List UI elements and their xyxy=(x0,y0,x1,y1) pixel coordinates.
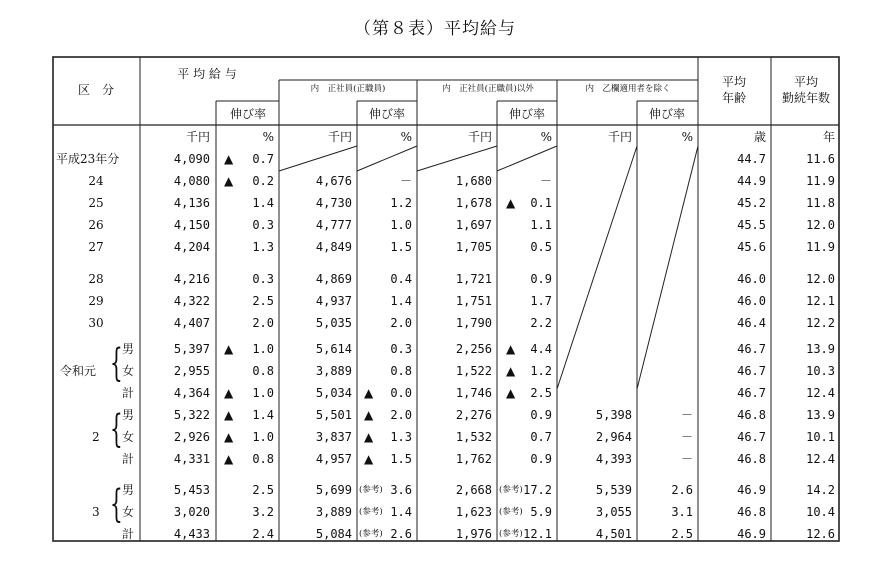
cell-growth: 0.8 xyxy=(252,364,274,378)
row-label: 計 xyxy=(122,527,135,541)
cell-regular-pay: 4,777 xyxy=(315,218,352,232)
cell-nonregular-growth: 12.1 xyxy=(523,527,552,541)
header-nobiritsu-regular: 伸び率 xyxy=(368,107,405,121)
row-label: 女 xyxy=(122,430,135,444)
cell-nonregular-pay: 1,762 xyxy=(455,452,492,466)
cell-avg-pay: 4,136 xyxy=(173,196,210,210)
cell-avg-pay: 4,080 xyxy=(173,174,210,188)
cell-regular-growth: 0.4 xyxy=(390,272,412,286)
cell-nonregular-pay: 2,668 xyxy=(455,483,492,497)
row-label: 26 xyxy=(88,218,104,232)
header-nobiritsu-nonregular: 伸び率 xyxy=(508,107,545,121)
header-kubun: 区 分 xyxy=(77,83,114,97)
cell-avg-tenure: 10.3 xyxy=(806,364,835,378)
cell-exclude-pay: 3,055 xyxy=(595,505,632,519)
cell-avg-tenure: 13.9 xyxy=(806,342,835,356)
cell-avg-age: 46.0 xyxy=(737,272,766,286)
cell-regular-growth: 1.5 xyxy=(390,452,412,466)
cell-regular-growth: 2.0 xyxy=(390,316,412,330)
cell-exclude-growth: 2.5 xyxy=(671,527,693,541)
cell-regular-growth: 2.6 xyxy=(390,527,412,541)
cell-negative-mark: ▲ xyxy=(506,196,516,210)
cell-reference-mark: (参考) xyxy=(499,529,523,539)
row-group-label: 3 xyxy=(92,505,100,519)
header-avg-age-2: 年齢 xyxy=(721,91,746,105)
row-group-brace: { xyxy=(110,405,123,451)
row-label: 25 xyxy=(88,196,104,210)
cell-avg-pay: 4,204 xyxy=(173,240,210,254)
cell-regular-pay: 4,937 xyxy=(315,294,352,308)
cell-negative-mark: ▲ xyxy=(364,386,374,400)
cell-avg-age: 45.6 xyxy=(737,240,766,254)
row-group-label: 2 xyxy=(92,430,100,444)
cell-avg-pay: 2,926 xyxy=(173,430,210,444)
cell-regular-pay: 3,889 xyxy=(315,505,352,519)
cell-regular-pay: 3,889 xyxy=(315,364,352,378)
row-label: 女 xyxy=(122,364,135,378)
cell-avg-tenure: 12.1 xyxy=(806,294,835,308)
table-border xyxy=(53,57,839,541)
cell-nonregular-growth: 0.7 xyxy=(530,430,552,444)
cell-nonregular-growth: 2.2 xyxy=(530,316,552,330)
cell-negative-mark: ▲ xyxy=(506,364,516,378)
cell-nonregular-pay: 1,678 xyxy=(455,196,492,210)
cell-avg-pay: 4,322 xyxy=(173,294,210,308)
cell-regular-pay: 5,084 xyxy=(315,527,352,541)
cell-nonregular-pay: 1,751 xyxy=(455,294,492,308)
cell-negative-mark: ▲ xyxy=(224,342,234,356)
cell-growth: 1.3 xyxy=(252,240,274,254)
cell-avg-age: 46.9 xyxy=(737,527,766,541)
row-label: 29 xyxy=(88,294,104,308)
cell-growth: 0.3 xyxy=(252,272,274,286)
cell-avg-tenure: 12.2 xyxy=(806,316,835,330)
cell-negative-mark: ▲ xyxy=(224,152,234,166)
cell-regular-growth: 1.4 xyxy=(390,294,412,308)
cell-avg-pay: 4,407 xyxy=(173,316,210,330)
cell-avg-age: 46.7 xyxy=(737,386,766,400)
cell-avg-pay: 4,331 xyxy=(173,452,210,466)
cell-negative-mark: ▲ xyxy=(224,408,234,422)
cell-regular-pay: 5,501 xyxy=(315,408,352,422)
unit-pct: % xyxy=(262,130,274,144)
cell-growth: 3.2 xyxy=(252,505,274,519)
cell-avg-pay: 5,453 xyxy=(173,483,210,497)
cell-reference-mark: (参考) xyxy=(359,485,383,495)
cell-avg-pay: 4,364 xyxy=(173,386,210,400)
cell-nonregular-pay: 1,721 xyxy=(455,272,492,286)
cell-exclude-growth: － xyxy=(680,408,693,422)
cell-regular-pay: 4,676 xyxy=(315,174,352,188)
cell-growth: 1.4 xyxy=(252,196,274,210)
cell-avg-tenure: 12.6 xyxy=(806,527,835,541)
cell-growth: 2.0 xyxy=(252,316,274,330)
cell-regular-pay: 5,035 xyxy=(315,316,352,330)
cell-nonregular-growth: 1.2 xyxy=(530,364,552,378)
cell-avg-tenure: 12.4 xyxy=(806,386,835,400)
header-avg-tenure-2: 勤続年数 xyxy=(781,91,830,105)
cell-nonregular-pay: 2,276 xyxy=(455,408,492,422)
cell-nonregular-pay: 1,532 xyxy=(455,430,492,444)
cell-negative-mark: ▲ xyxy=(224,430,234,444)
cell-avg-pay: 4,433 xyxy=(173,527,210,541)
cell-reference-mark: (参考) xyxy=(499,485,523,495)
cell-avg-age: 46.7 xyxy=(737,364,766,378)
cell-avg-tenure: 11.6 xyxy=(806,152,835,166)
cell-nonregular-pay: 1,790 xyxy=(455,316,492,330)
cell-growth: 2.5 xyxy=(252,294,274,308)
cell-exclude-growth: － xyxy=(680,430,693,444)
cell-regular-growth: 2.0 xyxy=(390,408,412,422)
row-label: 24 xyxy=(88,174,104,188)
cell-regular-pay: 4,957 xyxy=(315,452,352,466)
row-label: 計 xyxy=(122,386,135,400)
cell-nonregular-pay: 1,522 xyxy=(455,364,492,378)
cell-negative-mark: ▲ xyxy=(364,452,374,466)
cell-avg-tenure: 13.9 xyxy=(806,408,835,422)
row-group-brace: { xyxy=(110,339,123,385)
cell-avg-age: 46.0 xyxy=(737,294,766,308)
cell-avg-age: 46.7 xyxy=(737,430,766,444)
cell-nonregular-growth: 0.9 xyxy=(530,272,552,286)
cell-avg-pay: 2,955 xyxy=(173,364,210,378)
cell-nonregular-growth: 0.1 xyxy=(530,196,552,210)
unit-pay: 千円 xyxy=(185,130,210,144)
unit-pct-nonregular: % xyxy=(540,130,552,144)
cell-growth: 1.0 xyxy=(252,342,274,356)
unit-age: 歳 xyxy=(753,130,766,144)
cell-regular-growth: － xyxy=(399,174,412,188)
cell-nonregular-growth: 17.2 xyxy=(523,483,552,497)
unit-pay-regular: 千円 xyxy=(327,130,352,144)
cell-regular-pay: 5,614 xyxy=(315,342,352,356)
cell-growth: 0.3 xyxy=(252,218,274,232)
cell-negative-mark: ▲ xyxy=(224,386,234,400)
cell-avg-tenure: 12.4 xyxy=(806,452,835,466)
cell-growth: 2.5 xyxy=(252,483,274,497)
row-label: 30 xyxy=(88,316,104,330)
cell-regular-pay: 4,869 xyxy=(315,272,352,286)
cell-nonregular-pay: 1,976 xyxy=(455,527,492,541)
cell-negative-mark: ▲ xyxy=(364,408,374,422)
row-label: 27 xyxy=(88,240,104,254)
cell-reference-mark: (参考) xyxy=(499,507,523,517)
cell-nonregular-growth: 1.1 xyxy=(530,218,552,232)
row-label: 男 xyxy=(122,483,135,497)
cell-negative-mark: ▲ xyxy=(364,430,374,444)
cell-regular-pay: 5,034 xyxy=(315,386,352,400)
cell-avg-age: 45.5 xyxy=(737,218,766,232)
cell-nonregular-growth: 4.4 xyxy=(530,342,552,356)
header-avg-pay: 平 均 給 与 xyxy=(177,67,237,81)
unit-pay-nonregular: 千円 xyxy=(467,130,492,144)
table-grid xyxy=(52,56,840,542)
cell-avg-age: 46.7 xyxy=(737,342,766,356)
cell-negative-mark: ▲ xyxy=(506,386,516,400)
cell-reference-mark: (参考) xyxy=(359,529,383,539)
unit-pct-exclude: % xyxy=(681,130,693,144)
cell-avg-pay: 3,020 xyxy=(173,505,210,519)
cell-avg-tenure: 12.0 xyxy=(806,272,835,286)
header-sub-exclude: 内 乙欄適用者を除く xyxy=(585,84,671,94)
cell-negative-mark: ▲ xyxy=(224,452,234,466)
cell-avg-age: 45.2 xyxy=(737,196,766,210)
cell-nonregular-growth: 5.9 xyxy=(530,505,552,519)
cell-regular-growth: 1.3 xyxy=(390,430,412,444)
row-label: 男 xyxy=(122,408,135,422)
unit-years: 年 xyxy=(822,130,835,144)
cell-exclude-pay: 5,398 xyxy=(595,408,632,422)
cell-avg-tenure: 11.9 xyxy=(806,174,835,188)
cell-avg-pay: 4,150 xyxy=(173,218,210,232)
row-group-brace: { xyxy=(110,480,123,526)
cell-growth: 1.0 xyxy=(252,386,274,400)
cell-nonregular-growth: 0.9 xyxy=(530,408,552,422)
cell-nonregular-pay: 1,705 xyxy=(455,240,492,254)
cell-regular-growth: 1.0 xyxy=(390,218,412,232)
header-nobiritsu-exclude: 伸び率 xyxy=(648,107,685,121)
row-label: 計 xyxy=(122,452,135,466)
cell-avg-tenure: 12.0 xyxy=(806,218,835,232)
cell-growth: 1.4 xyxy=(252,408,274,422)
cell-avg-tenure: 10.1 xyxy=(806,430,835,444)
cell-regular-growth: 1.5 xyxy=(390,240,412,254)
cell-exclude-pay: 4,501 xyxy=(595,527,632,541)
cell-exclude-growth: 2.6 xyxy=(671,483,693,497)
cell-growth: 2.4 xyxy=(252,527,274,541)
cell-avg-age: 44.9 xyxy=(737,174,766,188)
row-group-label: 令和元 xyxy=(60,364,97,378)
cell-regular-pay: 4,730 xyxy=(315,196,352,210)
cell-nonregular-growth: 0.9 xyxy=(530,452,552,466)
cell-exclude-growth: 3.1 xyxy=(671,505,693,519)
row-label: 平成23年分 xyxy=(56,152,120,166)
cell-avg-pay: 4,216 xyxy=(173,272,210,286)
header-nobiritsu: 伸び率 xyxy=(229,107,266,121)
header-sub-nonregular: 内 正社員(正職員)以外 xyxy=(442,84,534,94)
cell-exclude-growth: － xyxy=(680,452,693,466)
cell-regular-pay: 3,837 xyxy=(315,430,352,444)
cell-exclude-pay: 2,964 xyxy=(595,430,632,444)
header-avg-tenure: 平均 xyxy=(793,75,818,89)
cell-negative-mark: ▲ xyxy=(506,342,516,356)
cell-avg-tenure: 11.8 xyxy=(806,196,835,210)
cell-avg-age: 46.8 xyxy=(737,408,766,422)
cell-nonregular-growth: － xyxy=(539,174,552,188)
cell-growth: 0.8 xyxy=(252,452,274,466)
row-label: 男 xyxy=(122,342,135,356)
cell-nonregular-pay: 2,256 xyxy=(455,342,492,356)
cell-avg-pay: 5,397 xyxy=(173,342,210,356)
cell-nonregular-pay: 1,680 xyxy=(455,174,492,188)
cell-growth: 1.0 xyxy=(252,430,274,444)
cell-avg-pay: 5,322 xyxy=(173,408,210,422)
cell-nonregular-growth: 2.5 xyxy=(530,386,552,400)
cell-avg-age: 46.9 xyxy=(737,483,766,497)
cell-regular-growth: 1.2 xyxy=(390,196,412,210)
pay-table xyxy=(52,56,840,542)
cell-avg-tenure: 14.2 xyxy=(806,483,835,497)
cell-growth: 0.2 xyxy=(252,174,274,188)
table-title: （第８表）平均給与 xyxy=(354,19,516,39)
cell-avg-age: 44.7 xyxy=(737,152,766,166)
cell-nonregular-growth: 1.7 xyxy=(530,294,552,308)
cell-regular-growth: 0.3 xyxy=(390,342,412,356)
cell-avg-age: 46.4 xyxy=(737,316,766,330)
cell-regular-growth: 3.6 xyxy=(390,483,412,497)
unit-pct-regular: % xyxy=(400,130,412,144)
cell-nonregular-pay: 1,623 xyxy=(455,505,492,519)
cell-nonregular-growth: 0.5 xyxy=(530,240,552,254)
cell-exclude-pay: 4,393 xyxy=(595,452,632,466)
cell-reference-mark: (参考) xyxy=(359,507,383,517)
row-label: 女 xyxy=(122,505,135,519)
cell-regular-growth: 0.8 xyxy=(390,364,412,378)
cell-regular-pay: 4,849 xyxy=(315,240,352,254)
empty-cell-slash xyxy=(279,146,357,171)
cell-regular-growth: 1.4 xyxy=(390,505,412,519)
cell-negative-mark: ▲ xyxy=(224,174,234,188)
cell-avg-age: 46.8 xyxy=(737,452,766,466)
header-sub-regular: 内 正社員(正職員) xyxy=(310,84,386,94)
cell-regular-growth: 0.0 xyxy=(390,386,412,400)
cell-nonregular-pay: 1,697 xyxy=(455,218,492,232)
cell-regular-pay: 5,699 xyxy=(315,483,352,497)
cell-avg-tenure: 10.4 xyxy=(806,505,835,519)
cell-avg-tenure: 11.9 xyxy=(806,240,835,254)
cell-exclude-pay: 5,539 xyxy=(595,483,632,497)
unit-pay-exclude: 千円 xyxy=(607,130,632,144)
cell-nonregular-pay: 1,746 xyxy=(455,386,492,400)
cell-avg-pay: 4,090 xyxy=(173,152,210,166)
cell-growth: 0.7 xyxy=(252,152,274,166)
cell-avg-age: 46.8 xyxy=(737,505,766,519)
header-avg-age: 平均 xyxy=(721,75,746,89)
row-label: 28 xyxy=(88,272,104,286)
